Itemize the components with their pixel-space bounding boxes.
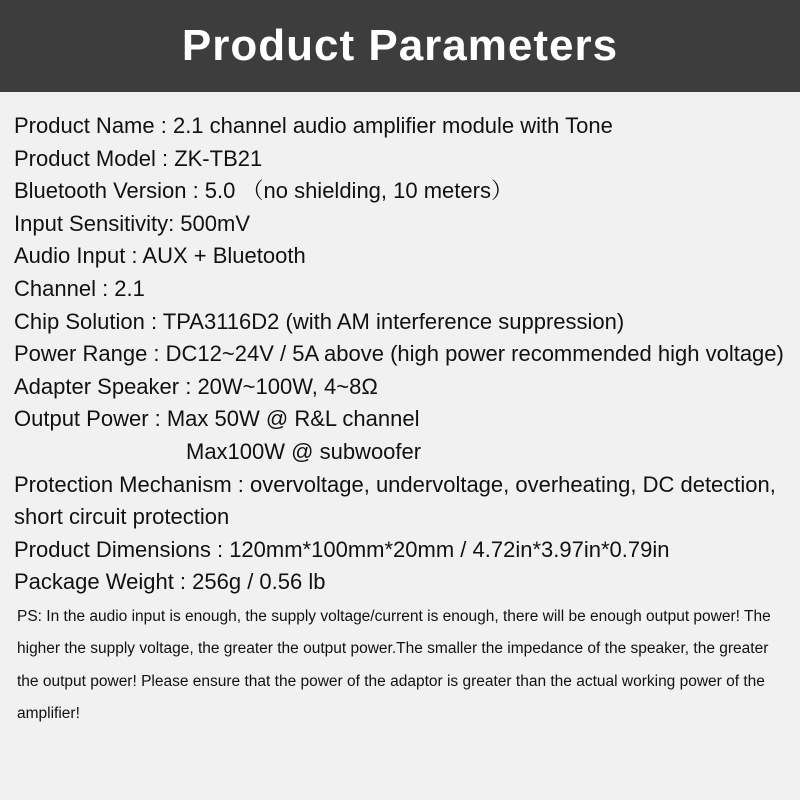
- product-dimensions: Product Dimensions : 120mm*100mm*20mm / 4.72in*3.97in*0.79in: [14, 536, 670, 562]
- adapter-speaker: Adapter Speaker : 20W~100W, 4~8Ω: [14, 373, 378, 399]
- page-title: Product Parameters: [181, 21, 619, 70]
- output-power-subwoofer: Max100W @ subwoofer: [186, 438, 422, 464]
- power-range: Power Range : DC12~24V / 5A above (high power recommended high voltage): [14, 341, 784, 367]
- ps-note: PS: In the audio input is enough, the supply voltage/current is enough, there will be enough output power! The higher the supply voltage, the greater the output power.The smaller the impedance of the speaker, the greater the output power! Please ensure that the power of the adaptor is greater than the actual working power of the amplifier!: [17, 607, 771, 723]
- product-name: Product Name : 2.1 channel audio amplifier module with Tone: [14, 113, 613, 138]
- parameters-list: [14, 110, 792, 746]
- product-model: Product Model : ZK-TB21: [14, 145, 263, 171]
- chip-solution: Chip Solution : TPA3116D2 (with AM interference suppression): [14, 308, 625, 334]
- package-weight: Package Weight : 256g / 0.56 lb: [14, 569, 326, 595]
- output-power: Output Power : Max 50W @ R&L channel: [14, 406, 420, 432]
- title-banner: [0, 0, 800, 92]
- audio-input: Audio Input : AUX + Bluetooth: [14, 243, 306, 269]
- channel: Channel : 2.1: [14, 275, 145, 301]
- protection-mechanism: Protection Mechanism : overvoltage, undervoltage, overheating, DC detection, short circuit protection: [14, 471, 776, 530]
- bluetooth-version: Bluetooth Version : 5.0 （no shielding, 10 meters）: [14, 178, 513, 204]
- input-sensitivity: Input Sensitivity: 500mV: [14, 210, 251, 236]
